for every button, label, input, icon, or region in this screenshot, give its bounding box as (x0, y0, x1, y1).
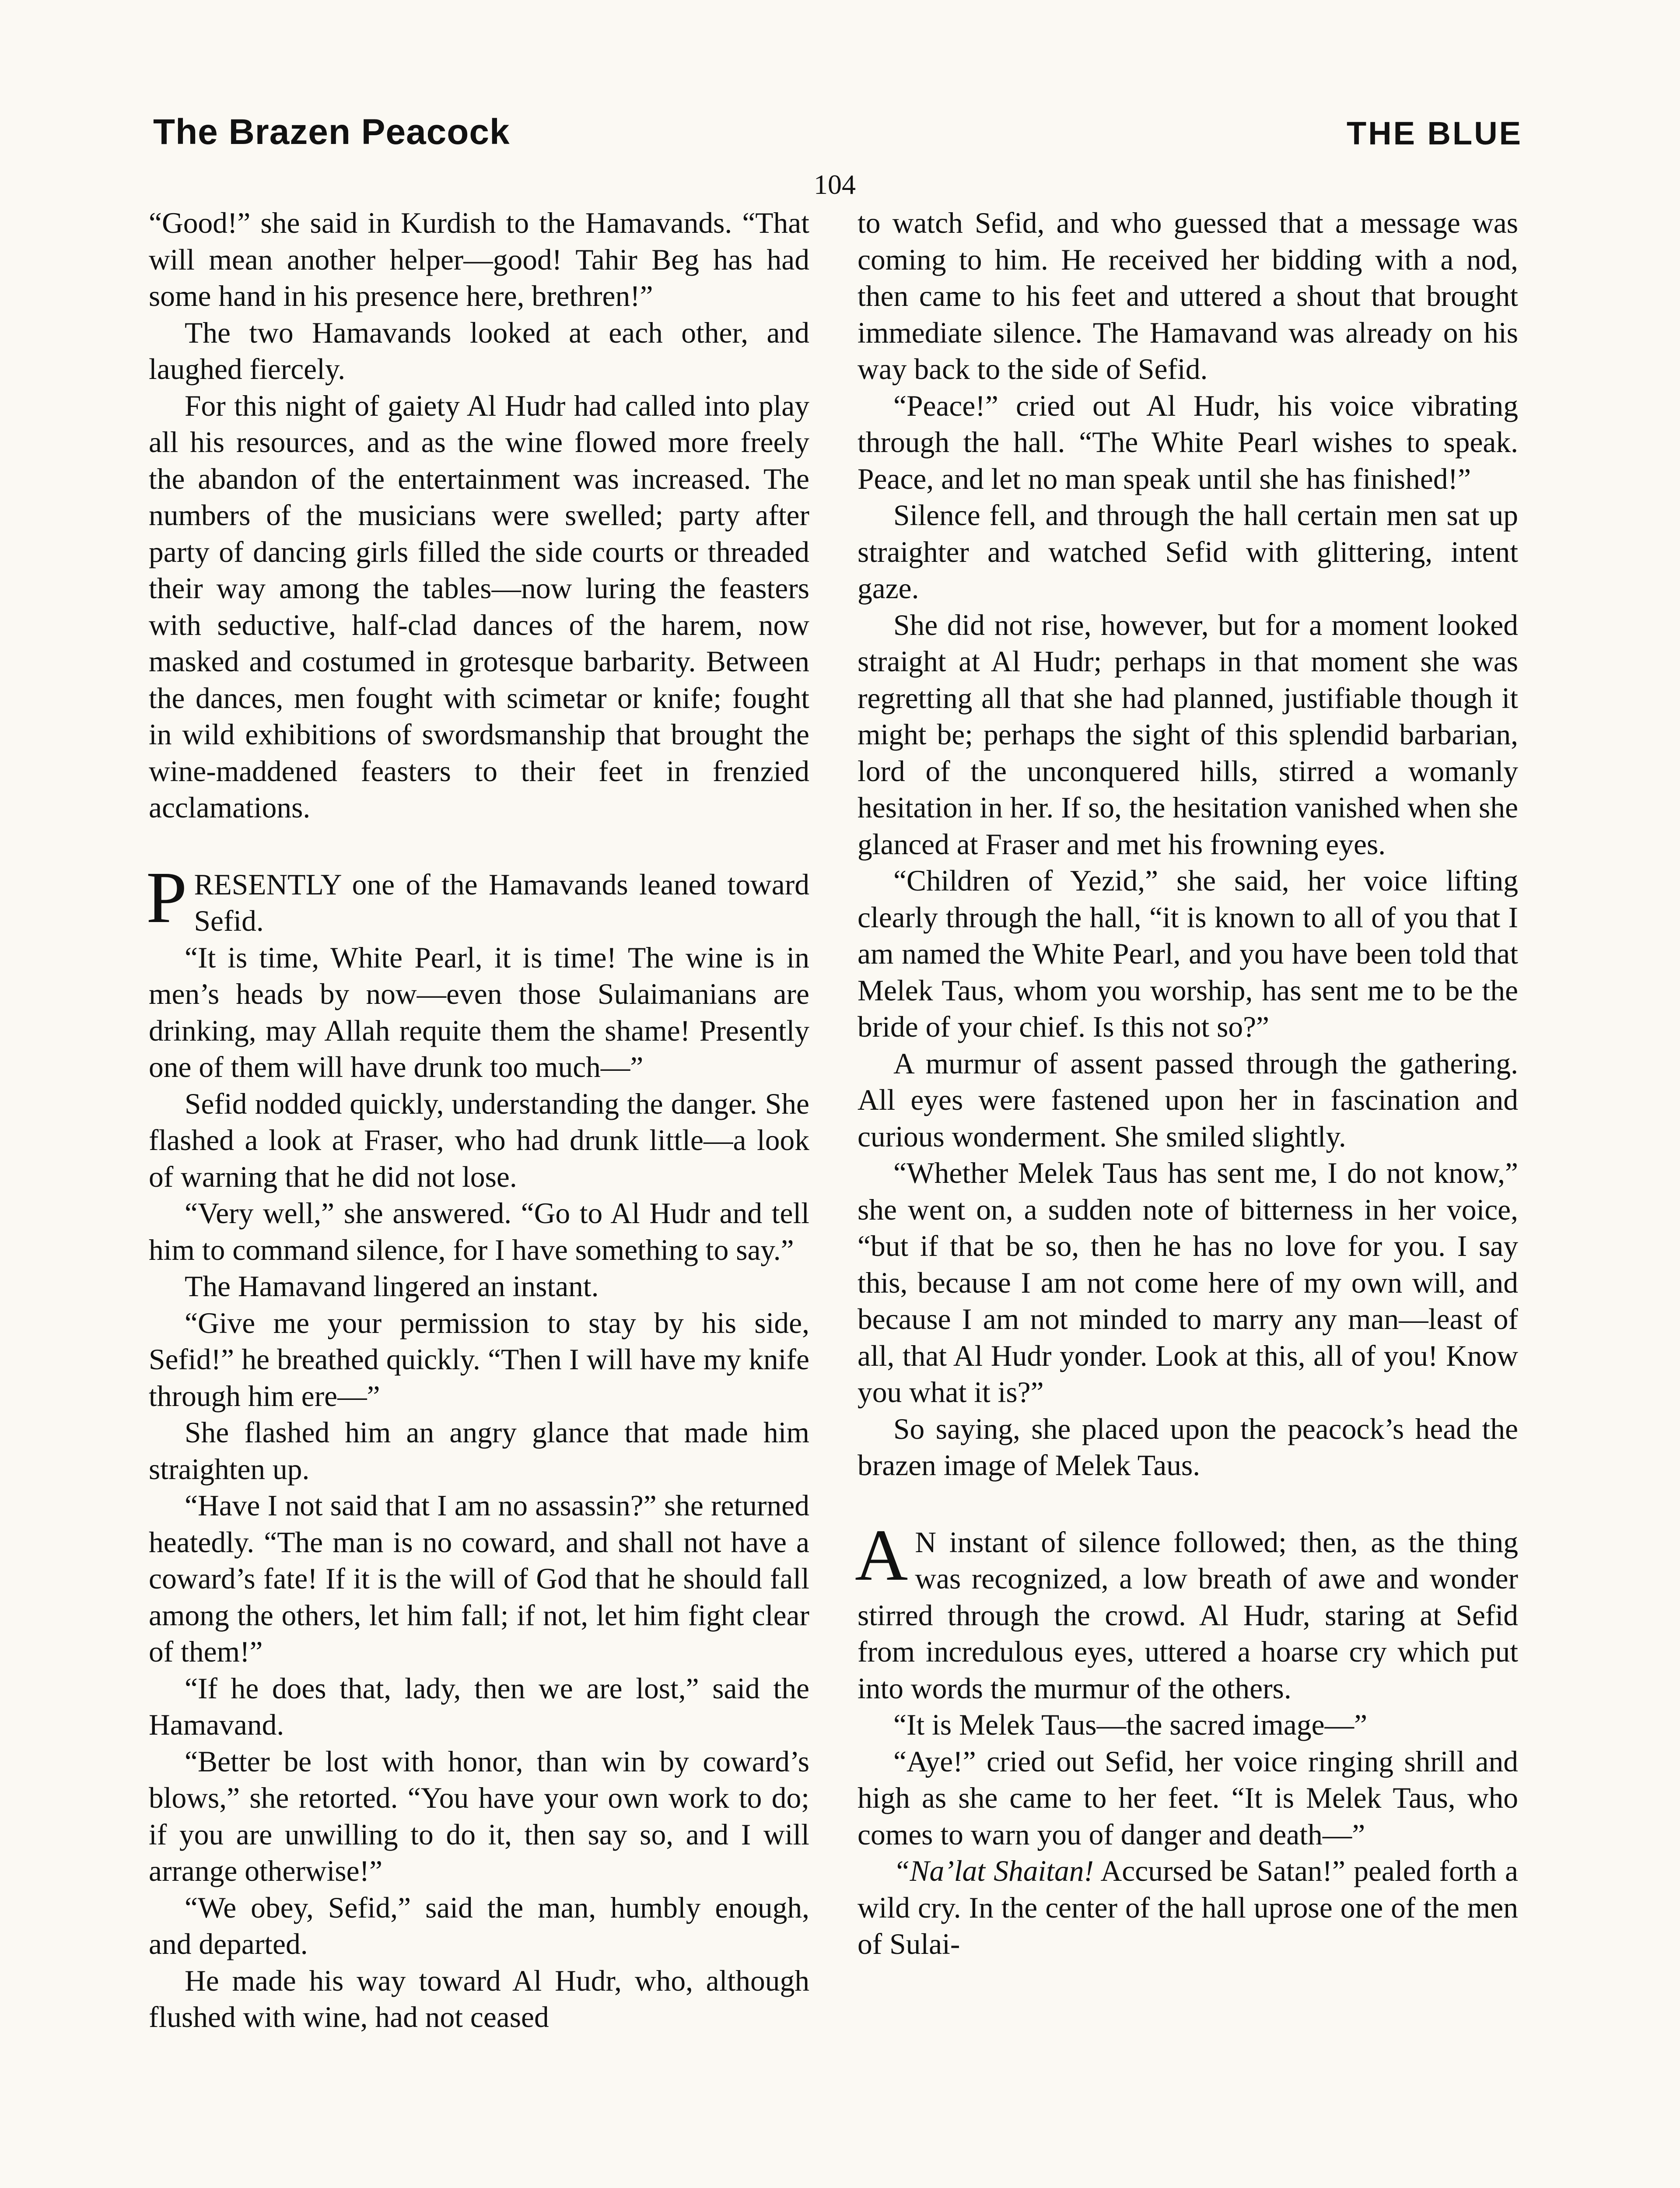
paragraph: “Aye!” cried out Sefid, her voice ringing shrill and high as she came to her feet. “It is Melek Taus, who comes to warn you of danger and death—” (858, 1745, 1518, 1851)
paragraph: Silence fell, and through the hall certain men sat up straighter and watched Sefid with glittering, intent gaze. (858, 499, 1518, 605)
left-column (146, 205, 809, 2036)
italic-phrase: “Na’lat Shaitan! (893, 1855, 1094, 1887)
paragraph: “Have I not said that I am no assassin?” she returned heatedly. “The man is no coward, and shall not have a coward’s fate! If it is the will of God that he should fall among the others, let him fall; if not, let him fight clear of them!” (149, 1489, 809, 1668)
paragraph: The two Hamavands looked at each other, and laughed fiercely. (149, 316, 809, 386)
paragraph: She flashed him an angry glance that made him straighten up. (149, 1416, 809, 1486)
paragraph: “Better be lost with honor, than win by coward’s blows,” she retorted. “You have your own work to do; if you are unwilling to do it, then say so, and I will arrange otherwise!” (149, 1745, 809, 1887)
paragraph: For this night of gaiety Al Hudr had called into play all his resources, and as the wine flowed more freely the abandon of the entertainment was increased. The numbers of the musicians were swelled; party after party of dancing girls filled the side courts or threaded their way among the tables—now luring the feasters with seductive, half-clad dances of the harem, now masked and costumed in grotesque barbarity. Between the dances, men fought with scimetar or knife; fought in wild exhibitions of swordsmanship that brought the wine-maddened feasters to their feet in frenzied acclamations. (149, 389, 809, 824)
magazine-name: THE BLUE (1347, 115, 1522, 151)
paragraph: “Whether Melek Taus has sent me, I do not know,” she went on, a sudden note of bitterness in her voice, “but if that be so, then he has no love for you. I say this, because I am not come here of my own will, and because I am not minded to marry any man—least of all, that Al Hudr yonder. Look at this, all of you! Know you what it is?” (858, 1157, 1518, 1409)
paragraph: A murmur of assent passed through the gathering. All eyes were fastened upon her in fascination and curious wonderment. She smiled slightly. (858, 1047, 1518, 1153)
section-opening-paragraph (855, 1514, 1518, 1707)
header-title: The Brazen Peacock (153, 112, 510, 152)
paragraph: He made his way toward Al Hudr, who, although flushed with wine, had not ceased (149, 1964, 809, 2034)
page-number: 104 (814, 169, 856, 200)
paragraph: Sefid nodded quickly, understanding the danger. She flashed a look at Fraser, who had drunk little—a look of warning that he did not lose. (149, 1087, 809, 1193)
paragraph: “If he does that, lady, then we are lost,” said the Hamavand. (149, 1672, 809, 1741)
drop-cap: A (855, 1514, 908, 1596)
paragraph: “Very well,” she answered. “Go to Al Hudr and tell him to command silence, for I have something to say.” (149, 1197, 809, 1266)
paragraph: The Hamavand lingered an instant. (185, 1270, 599, 1303)
paragraph: She did not rise, however, but for a moment looked straight at Al Hudr; perhaps in that moment she was regretting all that she had planned, justifiable though it might be; perhaps the sight of this splendid barbarian, lord of the unconquered hills, stirred a womanly hesitation in her. If so, the hesitation vanished when she glanced at Fraser and met his frowning eyes. (858, 608, 1518, 861)
paragraph: “It is time, White Pearl, it is time! The wine is in men’s heads by now—even those Sulaimanians are drinking, may Allah requite them the shame! Presently one of them will have drunk too much—” (149, 941, 809, 1083)
section-opening-paragraph (146, 856, 809, 940)
paragraph (858, 1853, 1518, 1963)
section-text: N instant of silence followed; then, as the thing was recognized, a low breath of awe and wonder stirred through the crowd. Al Hudr, staring at Sefid from incredulous eyes, uttered a hoarse cry which put into words the murmur of the others. (858, 1525, 1518, 1705)
paragraph: “We obey, Sefid,” said the man, humbly enough, and departed. (149, 1891, 809, 1960)
paragraph: to watch Sefid, and who guessed that a message was coming to him. He received her bidding with a nod, then came to his feet and uttered a shout that brought immediate silence. The Hamavand was already on his way back to the side of Sefid. (858, 207, 1518, 386)
paragraph: “Give me your permission to stay by his side, Sefid!” he breathed quickly. “Then I will have my knife through him ere—” (149, 1306, 809, 1413)
section-text: RESENTLY one of the Hamavands leaned toward Sefid. (194, 868, 809, 937)
paragraph: “Good!” she said in Kurdish to the Hamavands. “That will mean another helper—good! Tahir Beg has had some hand in his presence here, brethren!” (149, 207, 809, 312)
paragraph: “It is Melek Taus—the sacred image—” (893, 1708, 1368, 1741)
right-column (855, 205, 1518, 1963)
paragraph: So saying, she placed upon the peacock’s head the brazen image of Melek Taus. (858, 1412, 1518, 1482)
paragraph: “Peace!” cried out Al Hudr, his voice vibrating through the hall. “The White Pearl wishes to speak. Peace, and let no man speak until she has finished!” (858, 389, 1518, 495)
paragraph: “Children of Yezid,” she said, her voice lifting clearly through the hall, “it is known to all of you that I am named the White Pearl, and you have been told that Melek Taus, whom you worship, has sent me to be the bride of your chief. Is this not so?” (858, 864, 1518, 1043)
paragraph-text: Accursed be Satan!” pealed forth a wild cry. In the center of the hall uprose one of the men of Sulai- (858, 1855, 1518, 1960)
drop-cap: P (146, 856, 187, 938)
